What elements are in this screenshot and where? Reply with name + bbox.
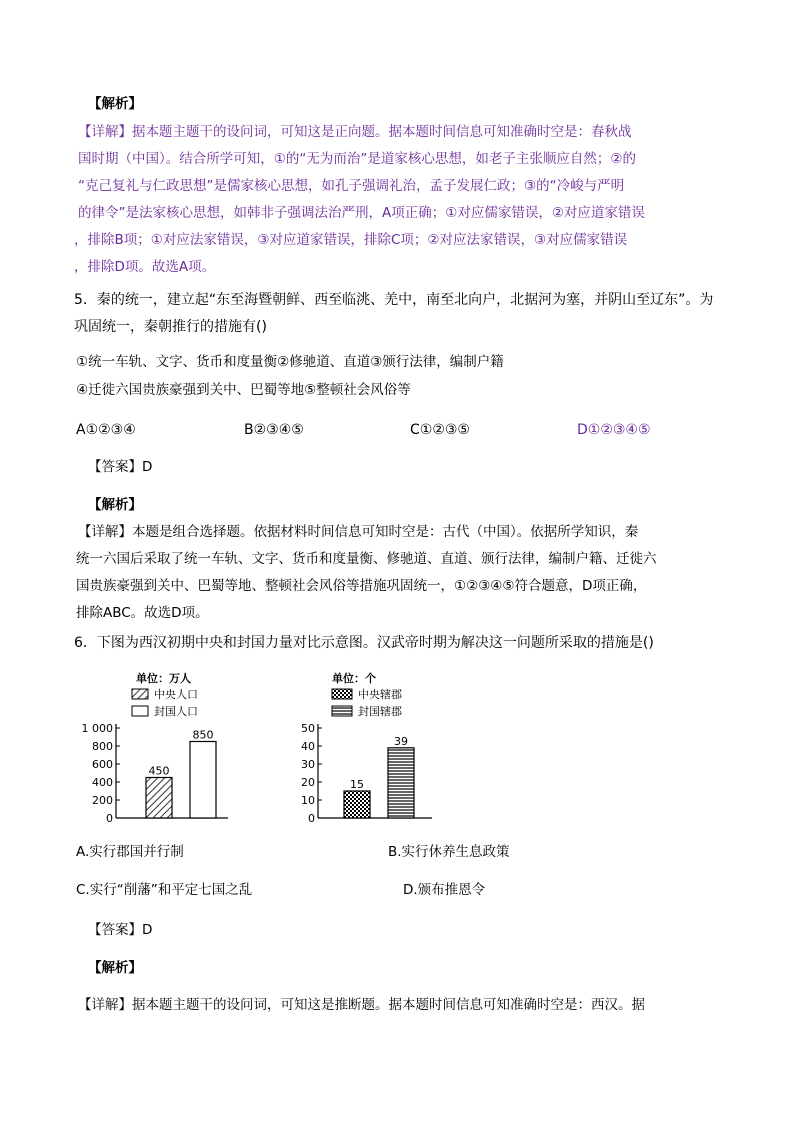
legend-swatch-central — [132, 689, 148, 699]
analysis-title: 【解析】 — [88, 497, 142, 513]
y-tick-label: 1 000 — [81, 722, 113, 735]
option-b: B.实行休养生息政策 — [388, 844, 510, 860]
y-tick-label: 30 — [301, 758, 315, 771]
option-c: C①②③⑤ — [410, 422, 470, 438]
question-stem: 巩固统一，秦朝推行的措施有() — [74, 319, 267, 335]
legend-label: 封国辖郡 — [358, 705, 402, 718]
answer: 【答案】D — [88, 922, 153, 938]
y-tick-label: 0 — [308, 812, 315, 825]
analysis-line: 排除ABC。故选D项。 — [76, 605, 209, 621]
analysis-line: “克己复礼与仁政思想”是儒家核心思想，如孔子强调礼治，孟子发展仁政；③的“冷峻与严明 — [78, 178, 625, 194]
legend-label: 中央辖郡 — [358, 688, 402, 701]
bar-central — [146, 778, 172, 819]
analysis-line: 统一六国后采取了统一车轨、文字、货币和度量衡、修驰道、直道、颁行法律，编制户籍、迁徙六 — [76, 551, 657, 567]
analysis-line: ，排除D项。故选A项。 — [74, 259, 216, 275]
legend-swatch-fief — [132, 706, 148, 716]
analysis-title: 【解析】 — [88, 960, 142, 976]
bar-value-label: 15 — [350, 778, 364, 791]
question-item: ④迁徙六国贵族豪强到关中、巴蜀等地⑤整顿社会风俗等 — [76, 382, 411, 398]
option-c: C.实行“削藩”和平定七国之乱 — [76, 882, 253, 898]
bar-fief — [190, 742, 216, 819]
analysis-line: 的律令”是法家核心思想，如韩非子强调法治严刑，A项正确；①对应儒家错误，②对应道家错误 — [78, 205, 645, 221]
chart-unit: 单位：万人 — [136, 672, 191, 685]
analysis-line: 【详解】据本题主题干的设问词，可知这是正向题。据本题时间信息可知准确时空是：春秋战 — [78, 124, 632, 140]
analysis-line: 国时期（中国）。结合所学可知，①的“无为而治”是道家核心思想，如老子主张顺应自然；②的 — [78, 151, 636, 167]
question-stem: 6．下图为西汉初期中央和封国力量对比示意图。汉武帝时期为解决这一问题所采取的措施是() — [74, 635, 654, 651]
y-tick-label: 400 — [92, 776, 113, 789]
bar-value-label: 450 — [148, 764, 170, 778]
legend-swatch-fief — [332, 706, 352, 716]
option-a: A.实行郡国并行制 — [76, 844, 184, 860]
analysis-line: 【详解】本题是组合选择题。依据材料时间信息可知时空是：古代（中国）。依据所学知识，秦 — [78, 524, 639, 540]
question-item: ①统一车轨、文字、货币和度量衡②修驰道、直道③颁行法律，编制户籍 — [76, 354, 504, 370]
analysis-line: ，排除B项；①对应法家错误，③对应道家错误，排除C项；②对应法家错误，③对应儒家错误 — [74, 232, 628, 248]
y-tick-label: 20 — [301, 776, 315, 789]
option-d: D①②③④⑤ — [577, 422, 651, 438]
y-tick-label: 200 — [92, 794, 113, 807]
bar-central — [344, 791, 370, 818]
bar-value-label: 850 — [192, 728, 214, 742]
option-b: B②③④⑤ — [244, 422, 304, 438]
legend-label: 封国人口 — [154, 705, 198, 718]
analysis-line: 【详解】据本题主题干的设问词，可知这是推断题。据本题时间信息可知准确时空是：西汉。据 — [78, 997, 645, 1013]
population-bar-chart — [76, 668, 256, 828]
prefecture-bar-chart — [292, 668, 452, 828]
y-tick-label: 40 — [301, 740, 315, 753]
question-stem: 5．秦的统一，建立起“东至海暨朝鲜、西至临洮、羌中，南至北向户，北据河为塞，并阴山至辽东”。为 — [74, 292, 714, 308]
y-tick-label: 800 — [92, 740, 113, 753]
chart-unit: 单位：个 — [332, 672, 376, 685]
answer: 【答案】D — [88, 459, 153, 475]
analysis-line: 国贵族豪强到关中、巴蜀等地、整顿社会风俗等措施巩固统一，①②③④⑤符合题意，D项正确， — [76, 578, 647, 594]
y-tick-label: 600 — [92, 758, 113, 771]
bar-fief — [388, 748, 414, 818]
option-a: A①②③④ — [76, 422, 136, 438]
y-tick-label: 50 — [301, 722, 315, 735]
legend-label: 中央人口 — [154, 688, 198, 701]
bar-value-label: 39 — [394, 734, 408, 748]
option-d: D.颁布推恩令 — [403, 882, 486, 898]
legend-swatch-central — [332, 689, 352, 699]
analysis-title: 【解析】 — [88, 96, 142, 112]
y-tick-label: 0 — [106, 812, 113, 825]
y-tick-label: 10 — [301, 794, 315, 807]
